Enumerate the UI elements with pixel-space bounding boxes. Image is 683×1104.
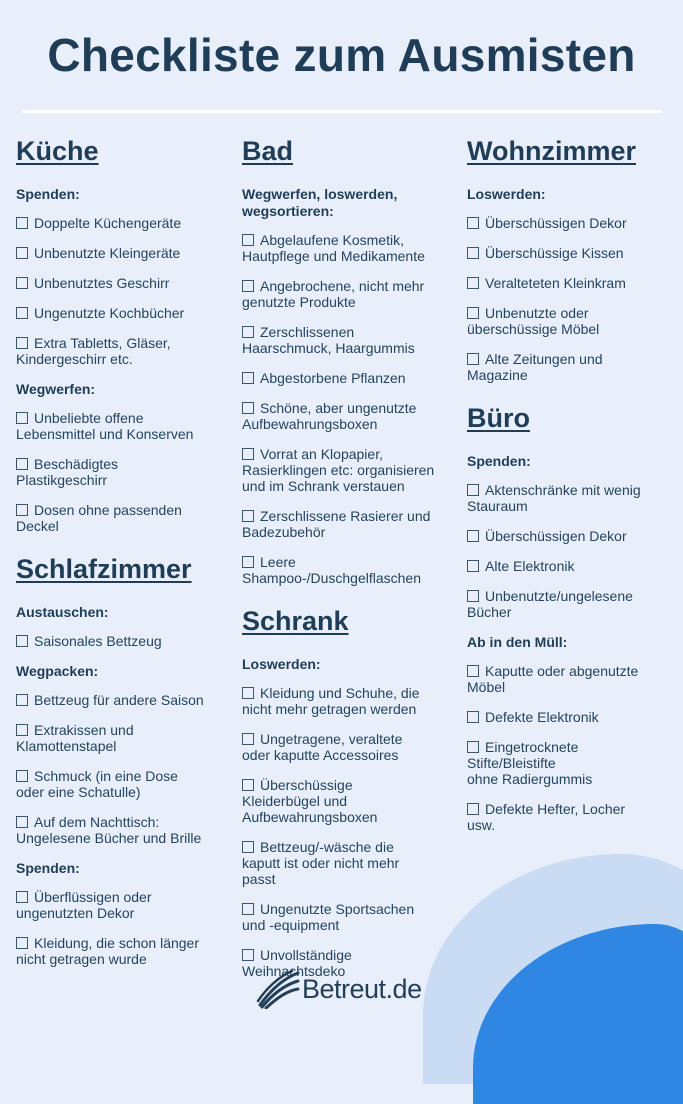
checklist-item (467, 275, 679, 291)
checklist-item-text: Dosen ohne passenden Deckel (16, 502, 182, 534)
checkbox-icon[interactable] (16, 307, 28, 319)
checkbox-icon[interactable] (467, 560, 479, 572)
checkbox-icon[interactable] (467, 711, 479, 723)
group-label: Austauschen: (16, 604, 109, 620)
section-heading: Wohnzimmer (467, 136, 637, 166)
checklist-group (467, 186, 679, 383)
checklist-item (242, 400, 454, 432)
checklist-item (16, 722, 228, 754)
checkbox-icon[interactable] (16, 937, 28, 949)
checklist-item (16, 275, 228, 291)
checklist-item-text: Beschädigtes Plastikgeschirr (16, 456, 119, 488)
feather-stripes-icon (256, 969, 300, 1009)
group-label: Loswerden: (242, 656, 321, 672)
checklist (16, 215, 228, 367)
checklist-item (467, 528, 679, 544)
group-label: Wegpacken: (16, 663, 99, 679)
checkbox-icon[interactable] (16, 724, 28, 736)
checklist-item-text: Veralteteten Kleinkram (485, 275, 626, 291)
checkbox-icon[interactable] (467, 741, 479, 753)
checklist-item-text: Unbenutzte oder überschüssige Möbel (467, 305, 600, 337)
page-title: Checkliste zum Ausmisten (47, 29, 636, 81)
group-label: Wegwerfen: (16, 381, 96, 397)
checkbox-icon[interactable] (467, 307, 479, 319)
checkbox-icon[interactable] (242, 326, 254, 338)
checklist-item-text: Auf dem Nachttisch: Ungelesene Bücher und Brille (16, 814, 202, 846)
checklist-item (467, 215, 679, 231)
checklist (242, 685, 454, 979)
checklist-item (242, 731, 454, 763)
checklist-item-text: Ungetragene, veraltete oder kaputte Accessoires (242, 731, 403, 763)
checklist-item (16, 305, 228, 321)
checkbox-icon[interactable] (242, 510, 254, 522)
checklist-item-text: Überschüssigen Dekor (485, 528, 627, 544)
checklist-group (242, 656, 454, 979)
checklist (16, 692, 228, 846)
section-schrank (242, 604, 454, 979)
checklist-item-text: Kleidung und Schuhe, die nicht mehr getragen werden (242, 685, 420, 717)
checklist-item-text: Unbenutzte/ungelesene Bücher (467, 588, 633, 620)
checklist-item (467, 305, 679, 337)
checklist-item-text: Ungenutzte Sportsachen und -equipment (242, 901, 415, 933)
checkbox-icon[interactable] (467, 803, 479, 815)
checkbox-icon[interactable] (16, 217, 28, 229)
checklist-item (16, 245, 228, 261)
checkbox-icon[interactable] (242, 733, 254, 745)
checklist-item-text: Überschüssige Kissen (485, 245, 624, 261)
checklist-item-text: Unbenutztes Geschirr (34, 275, 170, 291)
checklist-item-text: Angebrochene, nicht mehr genutzte Produkte (242, 278, 425, 310)
checklist (467, 215, 679, 383)
checkbox-icon[interactable] (467, 217, 479, 229)
checklist-group (467, 634, 679, 833)
checklist (16, 410, 228, 534)
checklist-item-text: Alte Zeitungen und Magazine (467, 351, 603, 383)
section-schlafzimmer (16, 552, 228, 967)
checklist-item-text: Zerschlissenen Haarschmuck, Haargummis (242, 324, 415, 356)
checklist-item (16, 692, 228, 708)
checkbox-icon[interactable] (467, 353, 479, 365)
checklist-item (242, 278, 454, 310)
checkbox-icon[interactable] (16, 891, 28, 903)
checklist-item (16, 814, 228, 846)
checklist-item-text: Unbenutzte Kleingeräte (34, 245, 181, 261)
checklist-item (242, 232, 454, 264)
checkbox-icon[interactable] (467, 484, 479, 496)
betreut-logo (256, 966, 422, 1012)
checklist-item (467, 739, 679, 787)
checklist-item (467, 588, 679, 620)
checkbox-icon[interactable] (242, 372, 254, 384)
checklist-item-text: Vorrat an Klopapier, Rasierklingen etc: organisieren und im Schrank verstauen (242, 446, 435, 494)
checkbox-icon[interactable] (242, 841, 254, 853)
checklist (467, 663, 679, 833)
section-küche (16, 134, 228, 534)
section-heading: Küche (16, 136, 99, 166)
group-label: Spenden: (16, 186, 80, 202)
checklist-item (242, 446, 454, 494)
checklist-item (16, 456, 228, 488)
group-label: Loswerden: (467, 186, 546, 202)
section-bad (242, 134, 454, 586)
checklist-item (467, 801, 679, 833)
checklist-item (242, 685, 454, 717)
checklist-item-text: Kleidung, die schon länger nicht getragen wurde (16, 935, 200, 967)
checklist-item-text: Kaputte oder abgenutzte Möbel (467, 663, 639, 695)
column-2 (242, 134, 454, 997)
checkbox-icon[interactable] (242, 448, 254, 460)
checklist-item-text: Eingetrocknete Stifte/Bleistifte ohne Radiergummis (467, 739, 593, 787)
checkbox-icon[interactable] (467, 530, 479, 542)
checklist-item-text: Unbeliebte offene Lebensmittel und Konserven (16, 410, 194, 442)
checklist-item-text: Unvollständige Weihnachtsdeko (242, 947, 352, 979)
checkbox-icon[interactable] (16, 277, 28, 289)
checklist-item (242, 554, 454, 586)
checklist-group (16, 860, 228, 967)
checklist-item-text: Überschüssigen Dekor (485, 215, 627, 231)
checklist-item (242, 901, 454, 933)
checklist-item (242, 839, 454, 887)
checklist-item-text: Alte Elektronik (485, 558, 575, 574)
checkbox-icon[interactable] (242, 903, 254, 915)
section-büro (467, 401, 679, 833)
checklist-group (16, 186, 228, 367)
checklist (16, 633, 228, 649)
checklist-item (467, 351, 679, 383)
section-heading: Schrank (242, 606, 349, 636)
checkbox-icon[interactable] (242, 402, 254, 414)
checkbox-icon[interactable] (16, 770, 28, 782)
group-label: Ab in den Müll: (467, 634, 568, 650)
checkbox-icon[interactable] (16, 694, 28, 706)
checklist-item-text: Überschüssige Kleiderbügel und Aufbewahrungsboxen (242, 777, 378, 825)
checkbox-icon[interactable] (16, 458, 28, 470)
checkbox-icon[interactable] (16, 412, 28, 424)
section-wohnzimmer (467, 134, 679, 383)
checklist-item (16, 768, 228, 800)
checklist-item (16, 889, 228, 921)
checklist-item-text: Überflüssigen oder ungenutzten Dekor (16, 889, 152, 921)
group-label: Wegwerfen, loswerden, wegsortieren: (242, 186, 398, 219)
checklist-item (16, 215, 228, 231)
checklist-item-text: Saisonales Bettzeug (34, 633, 162, 649)
checklist-item (16, 335, 228, 367)
checklist-item (16, 633, 228, 649)
checkbox-icon[interactable] (242, 280, 254, 292)
checklist-item-text: Defekte Hefter, Locher usw. (467, 801, 626, 833)
checklist (467, 482, 679, 620)
checklist-item (242, 370, 454, 386)
logo-text: Betreut.de (302, 973, 422, 1004)
checklist-item (467, 245, 679, 261)
checkbox-icon[interactable] (16, 247, 28, 259)
checklist (16, 889, 228, 967)
checklist-item (242, 777, 454, 825)
checklist-item-text: Extrakissen und Klamottenstapel (16, 722, 134, 754)
checklist-item-text: Ungenutzte Kochbücher (34, 305, 185, 321)
checkbox-icon[interactable] (242, 687, 254, 699)
section-heading: Schlafzimmer (16, 554, 192, 584)
checklist-item-text: Doppelte Küchengeräte (34, 215, 182, 231)
checkbox-icon[interactable] (16, 816, 28, 828)
checklist-item (242, 324, 454, 356)
checkbox-icon[interactable] (467, 277, 479, 289)
checklist-item-text: Abgestorbene Pflanzen (260, 370, 406, 386)
checklist-item-text: Schöne, aber ungenutzte Aufbewahrungsboxen (242, 400, 417, 432)
checklist-item-text: Abgelaufene Kosmetik, Hautpflege und Medikamente (242, 232, 425, 264)
checklist-item-text: Bettzeug/-wäsche die kaputt ist oder nicht mehr passt (242, 839, 400, 887)
checklist (242, 232, 454, 586)
title-divider (22, 110, 662, 113)
checklist-item (16, 410, 228, 442)
checklist-group (16, 381, 228, 534)
checkbox-icon[interactable] (242, 949, 254, 961)
checklist-item (467, 558, 679, 574)
checklist-item (467, 482, 679, 514)
checkbox-icon[interactable] (467, 247, 479, 259)
checklist-item-text: Zerschlissene Rasierer und Badezubehör (242, 508, 431, 540)
checkbox-icon[interactable] (467, 590, 479, 602)
checklist-item-text: Extra Tabletts, Gläser, Kindergeschirr etc. (16, 335, 171, 367)
section-heading: Büro (467, 403, 530, 433)
section-heading: Bad (242, 136, 294, 166)
checklist-item-text: Defekte Elektronik (485, 709, 599, 725)
checkbox-icon[interactable] (242, 779, 254, 791)
checkbox-icon[interactable] (242, 556, 254, 568)
checklist-group (467, 453, 679, 620)
checkbox-icon[interactable] (16, 504, 28, 516)
checkbox-icon[interactable] (242, 234, 254, 246)
checkbox-icon[interactable] (467, 665, 479, 677)
checklist-item (16, 935, 228, 967)
checklist-group (16, 663, 228, 846)
column-1 (16, 134, 228, 985)
checklist-item-text: Schmuck (in eine Dose oder eine Schatulle) (16, 768, 178, 800)
checklist-group (16, 604, 228, 649)
checklist-item (242, 508, 454, 540)
checklist-item-text: Bettzeug für andere Saison (34, 692, 204, 708)
checklist-item-text: Aktenschränke mit wenig Stauraum (467, 482, 641, 514)
checklist-item (467, 709, 679, 725)
checkbox-icon[interactable] (16, 635, 28, 647)
checklist-item-text: Leere Shampoo-/Duschgelflaschen (242, 554, 421, 586)
column-3 (467, 134, 679, 851)
checklist-item (16, 502, 228, 534)
checklist-item (467, 663, 679, 695)
group-label: Spenden: (16, 860, 80, 876)
checkbox-icon[interactable] (16, 337, 28, 349)
checklist-group (242, 186, 454, 586)
group-label: Spenden: (467, 453, 531, 469)
